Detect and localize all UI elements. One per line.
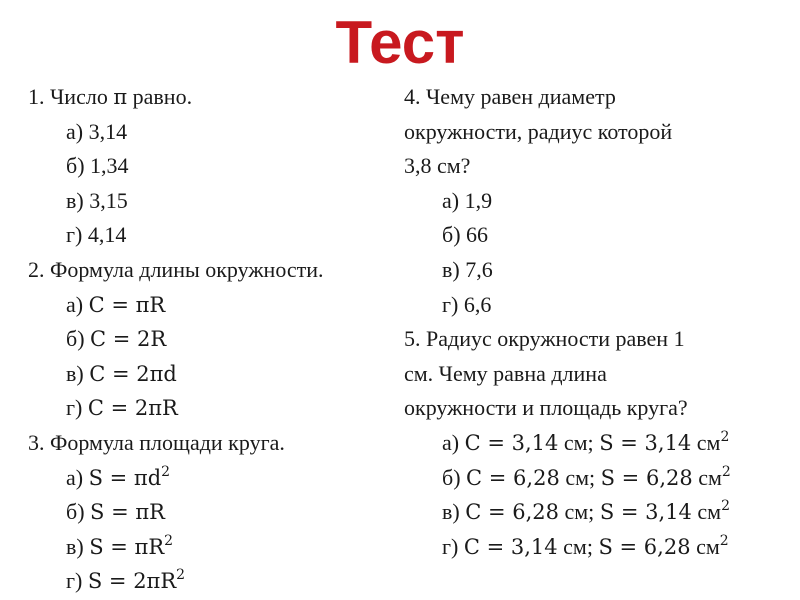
- option-letter: б): [66, 499, 91, 525]
- question-5-prompt-line-2: см. Чему равна длина: [404, 360, 607, 386]
- question-1-text: 1. Число: [28, 84, 114, 109]
- q3-option-c[interactable]: [28, 530, 398, 565]
- option-letter: в): [66, 533, 90, 559]
- question-1-prompt: [28, 80, 398, 115]
- q3-option-b[interactable]: [28, 495, 398, 530]
- option-text: 1,34: [90, 153, 129, 179]
- q5-option-a[interactable]: [404, 426, 794, 461]
- area-formula: S =: [598, 534, 644, 559]
- area-value: 6,28: [645, 465, 693, 490]
- q1-option-b[interactable]: [28, 149, 398, 184]
- area-value: 6,28: [643, 534, 691, 559]
- question-1-text-end: равно.: [127, 84, 193, 109]
- circumference-value: 3,14: [511, 430, 559, 455]
- unit-exponent: 2: [721, 463, 731, 480]
- unit-separator: см;: [557, 533, 599, 559]
- option-letter: г): [442, 291, 464, 317]
- q4-option-c[interactable]: [404, 253, 794, 288]
- option-formula: C = πR: [88, 292, 166, 317]
- circumference-formula: C =: [465, 500, 513, 525]
- area-unit: см: [692, 464, 722, 490]
- unit-separator: см;: [558, 429, 600, 455]
- circumference-formula: C =: [463, 534, 511, 559]
- option-text: 1,9: [464, 187, 493, 213]
- option-letter: г): [66, 395, 88, 421]
- area-unit: см: [691, 429, 721, 455]
- q2-option-d[interactable]: [28, 391, 398, 426]
- area-formula: S =: [599, 430, 645, 455]
- option-letter: а): [442, 187, 465, 213]
- option-formula: C = 2R: [90, 327, 167, 352]
- q1-option-c[interactable]: [28, 184, 398, 219]
- area-unit: см: [691, 499, 722, 525]
- question-5-prompt-line-3: окружности и площадь круга?: [404, 395, 688, 421]
- option-text: 4,14: [87, 222, 127, 248]
- unit-separator: см;: [559, 499, 600, 525]
- option-letter: в): [442, 256, 466, 282]
- option-letter: а): [66, 118, 89, 144]
- option-letter: в): [442, 499, 466, 525]
- area-value: 3,14: [645, 500, 692, 525]
- option-formula: [88, 463, 171, 490]
- option-formula: [89, 532, 174, 559]
- area-unit: см: [690, 533, 720, 559]
- circumference-value: 6,28: [512, 500, 559, 525]
- q1-option-a[interactable]: [28, 115, 398, 150]
- option-letter: б): [442, 222, 467, 248]
- option-formula: [88, 569, 185, 593]
- q3-option-a[interactable]: [28, 461, 398, 496]
- circumference-formula: C =: [464, 430, 512, 455]
- pi-symbol: π: [113, 85, 128, 109]
- option-letter: г): [66, 222, 88, 248]
- q3-option-d[interactable]: [28, 564, 398, 599]
- option-text: 3,15: [89, 187, 128, 213]
- option-letter: в): [66, 360, 90, 386]
- q5-option-d[interactable]: [404, 530, 794, 565]
- option-letter: г): [66, 568, 88, 594]
- formula-exponent: 2: [176, 567, 186, 584]
- option-formula: C = 2πd: [89, 361, 177, 386]
- left-column: [28, 80, 398, 599]
- unit-exponent: 2: [719, 532, 729, 549]
- page-title: Тест: [335, 9, 465, 76]
- unit-exponent: 2: [720, 428, 730, 445]
- option-text: 6,6: [463, 291, 492, 317]
- option-text: 3,14: [88, 118, 128, 144]
- option-letter: а): [66, 291, 89, 317]
- formula-text: S = πR: [89, 534, 165, 559]
- q1-option-d[interactable]: [28, 218, 398, 253]
- circumference-value: 6,28: [513, 465, 560, 490]
- q4-option-a[interactable]: [404, 184, 794, 219]
- circumference-formula: C =: [466, 465, 514, 490]
- q4-option-b[interactable]: [404, 218, 794, 253]
- option-formula: C = 2πR: [87, 396, 178, 421]
- q2-option-b[interactable]: [28, 322, 398, 357]
- question-5-prompt-line-1: 5. Радиус окружности равен 1: [404, 326, 685, 352]
- circumference-value: 3,14: [510, 534, 558, 559]
- option-letter: а): [442, 429, 465, 455]
- q2-option-a[interactable]: [28, 288, 398, 323]
- question-4-prompt-line-1: 4. Чему равен диаметр: [404, 84, 616, 109]
- formula-exponent: 2: [161, 463, 171, 480]
- right-column: [404, 80, 794, 564]
- formula-exponent: 2: [164, 532, 174, 549]
- option-letter: в): [66, 187, 90, 213]
- q2-option-c[interactable]: [28, 357, 398, 392]
- option-formula: [90, 500, 165, 524]
- q5-option-c[interactable]: [404, 495, 794, 530]
- unit-separator: см;: [559, 464, 601, 490]
- option-letter: б): [442, 464, 467, 490]
- area-value: 3,14: [644, 430, 692, 455]
- q5-option-b[interactable]: [404, 461, 794, 496]
- question-4-prompt-line-3: 3,8 см?: [404, 153, 471, 179]
- question-4-prompt-line-2: окружности, радиус которой: [404, 118, 673, 144]
- formula-text: S = 2πR: [87, 569, 177, 594]
- option-letter: б): [66, 326, 91, 352]
- formula-text: S = πd: [88, 465, 162, 490]
- unit-exponent: 2: [721, 498, 731, 515]
- q4-option-d[interactable]: [404, 288, 794, 323]
- question-3-prompt: 3. Формула площади круга.: [28, 429, 285, 455]
- formula-text: S = πR: [90, 500, 165, 525]
- option-letter: а): [66, 464, 89, 490]
- option-text: 7,6: [465, 256, 493, 282]
- question-2-prompt: 2. Формула длины окружности.: [28, 256, 324, 282]
- area-formula: S =: [600, 465, 646, 490]
- option-letter: г): [442, 533, 464, 559]
- option-text: 66: [466, 222, 489, 248]
- area-formula: S =: [599, 500, 646, 525]
- option-letter: б): [66, 153, 91, 179]
